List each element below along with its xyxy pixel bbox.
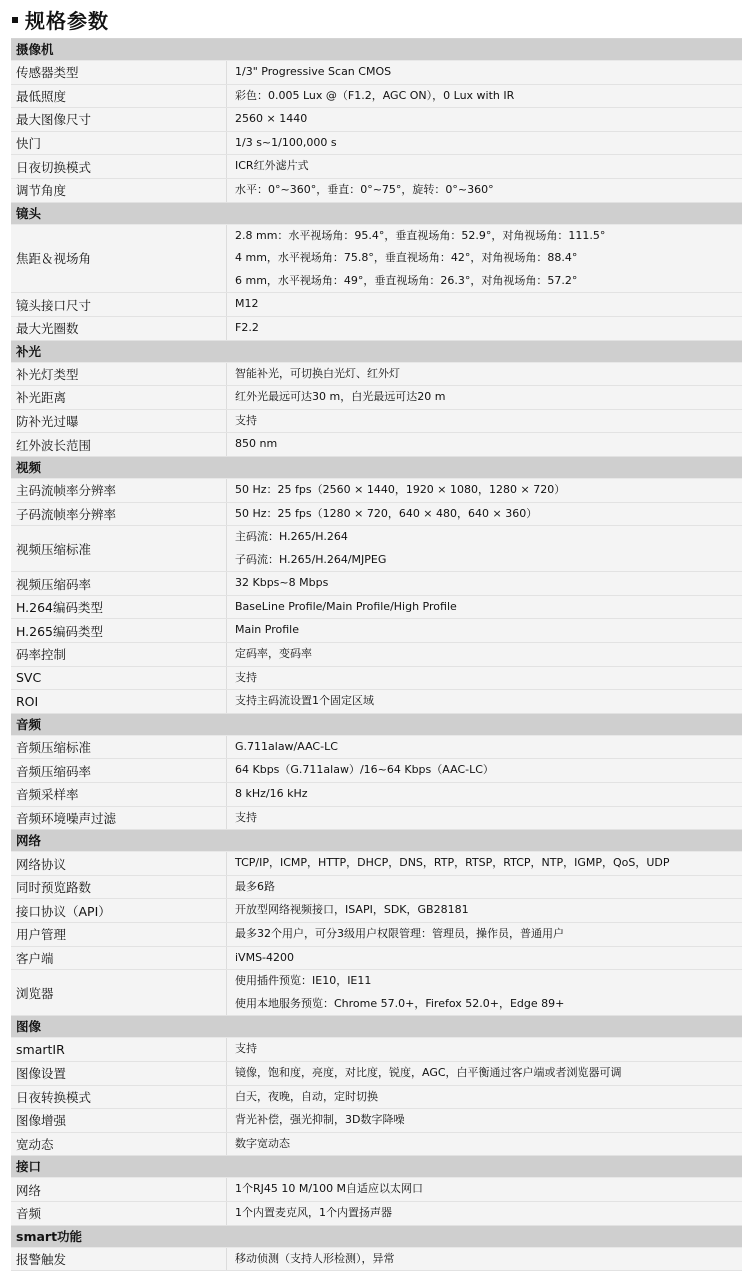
spec-label: 客户端 bbox=[11, 947, 227, 970]
spec-row bbox=[11, 293, 742, 317]
spec-value-line: G.711alaw/AAC-LC bbox=[235, 739, 338, 753]
spec-row bbox=[11, 225, 742, 294]
spec-value bbox=[227, 479, 565, 502]
spec-label: 焦距＆视场角 bbox=[11, 225, 227, 293]
spec-value bbox=[227, 1133, 290, 1156]
spec-label: 音频 bbox=[11, 1202, 227, 1225]
spec-value bbox=[227, 155, 309, 178]
spec-value-line: 50 Hz：25 fps（2560 × 1440，1920 × 1080，1280 × 720） bbox=[235, 482, 566, 496]
spec-value bbox=[227, 596, 457, 619]
spec-row bbox=[11, 1133, 742, 1157]
title-bullet-icon bbox=[12, 17, 18, 23]
spec-value-line: 1/3 s~1/100,000 s bbox=[235, 135, 337, 149]
section-header: 摄像机 bbox=[11, 39, 742, 61]
spec-row bbox=[11, 1062, 742, 1086]
spec-label: 主码流帧率分辨率 bbox=[11, 479, 227, 502]
spec-label: 音频环境噪声过滤 bbox=[11, 807, 227, 830]
page-title bbox=[0, 0, 750, 38]
spec-value-line: 使用本地服务预览：Chrome 57.0+，Firefox 52.0+，Edge 89+ bbox=[235, 996, 565, 1010]
spec-label: 红外波长范围 bbox=[11, 433, 227, 456]
spec-row bbox=[11, 1178, 742, 1202]
spec-value-line: 最多32个用户，可分3级用户权限管理：管理员，操作员，普通用户 bbox=[235, 927, 564, 940]
spec-label: 音频采样率 bbox=[11, 783, 227, 806]
spec-value bbox=[227, 132, 337, 155]
spec-value bbox=[227, 572, 328, 595]
spec-row bbox=[11, 759, 742, 783]
spec-value bbox=[227, 433, 277, 456]
spec-label: 快门 bbox=[11, 132, 227, 155]
spec-value-line: 数字宽动态 bbox=[235, 1136, 290, 1150]
spec-label: 子码流帧率分辨率 bbox=[11, 503, 227, 526]
spec-value bbox=[227, 225, 605, 293]
spec-row bbox=[11, 807, 742, 831]
spec-value-line: 背光补偿，强光抑制，3D数字降噪 bbox=[235, 1113, 405, 1127]
spec-value bbox=[227, 807, 257, 830]
spec-value-line: 开放型网络视频接口，ISAPI，SDK，GB28181 bbox=[235, 903, 469, 917]
spec-row bbox=[11, 667, 742, 691]
spec-value-line: 白天，夜晚，自动，定时切换 bbox=[235, 1089, 378, 1103]
spec-value-line: 1个RJ45 10 M/100 M自适应以太网口 bbox=[235, 1182, 424, 1196]
spec-label: 码率控制 bbox=[11, 643, 227, 666]
spec-row bbox=[11, 1109, 742, 1133]
spec-value-line: 32 Kbps~8 Mbps bbox=[235, 576, 329, 590]
spec-label: 同时预览路数 bbox=[11, 876, 227, 899]
spec-value bbox=[227, 1248, 395, 1271]
spec-value bbox=[227, 410, 257, 433]
spec-value-line: 50 Hz：25 fps（1280 × 720，640 × 480，640 × 360） bbox=[235, 506, 538, 520]
section-header: smart功能 bbox=[11, 1226, 742, 1248]
spec-row bbox=[11, 155, 742, 179]
spec-label: 最低照度 bbox=[11, 85, 227, 108]
spec-row bbox=[11, 1248, 742, 1271]
spec-value-line: 移动侦测（支持人形检测），异常 bbox=[235, 1251, 395, 1265]
spec-row bbox=[11, 526, 742, 572]
spec-row bbox=[11, 108, 742, 132]
spec-value bbox=[227, 852, 670, 875]
spec-value-line: 镜像，饱和度，亮度，对比度，锐度，AGC，白平衡通过客户端或者浏览器可调 bbox=[235, 1065, 622, 1079]
spec-value-line: Main Profile bbox=[235, 623, 299, 637]
spec-value-line: ICR红外滤片式 bbox=[235, 159, 309, 173]
spec-value-line: 64 Kbps（G.711alaw）/16~64 Kbps（AAC-LC） bbox=[235, 763, 494, 777]
spec-label: 浏览器 bbox=[11, 970, 227, 1015]
spec-value bbox=[227, 293, 259, 316]
spec-row bbox=[11, 410, 742, 434]
spec-value bbox=[227, 386, 445, 409]
spec-label: 报警触发 bbox=[11, 1248, 227, 1271]
spec-row bbox=[11, 899, 742, 923]
spec-value-line: 使用插件预览：IE10，IE11 bbox=[235, 974, 372, 988]
spec-row bbox=[11, 690, 742, 714]
spec-value-line: 水平：0°~360°，垂直：0°~75°，旋转：0°~360° bbox=[235, 182, 494, 196]
spec-value-line: BaseLine Profile/Main Profile/High Profile bbox=[235, 599, 457, 613]
section-header: 音频 bbox=[11, 714, 742, 736]
spec-label: 宽动态 bbox=[11, 1133, 227, 1156]
spec-value bbox=[227, 667, 257, 690]
spec-label: smartIR bbox=[11, 1038, 227, 1061]
spec-row bbox=[11, 85, 742, 109]
spec-label: 镜头接口尺寸 bbox=[11, 293, 227, 316]
spec-value-line: 最多6路 bbox=[235, 879, 275, 893]
section-header: 图像 bbox=[11, 1016, 742, 1038]
spec-value-line: 8 kHz/16 kHz bbox=[235, 787, 308, 801]
spec-value-line: 支持主码流设置1个固定区域 bbox=[235, 694, 374, 708]
spec-row bbox=[11, 852, 742, 876]
spec-label: 网络协议 bbox=[11, 852, 227, 875]
spec-value-line: 4 mm，水平视场角：75.8°，垂直视场角：42°，对角视场角：88.4° bbox=[235, 251, 578, 265]
spec-row bbox=[11, 179, 742, 203]
spec-row bbox=[11, 876, 742, 900]
spec-value-line: 定码率，变码率 bbox=[235, 647, 312, 661]
spec-value-line: 支持 bbox=[235, 810, 257, 824]
spec-row bbox=[11, 643, 742, 667]
spec-row bbox=[11, 572, 742, 596]
spec-label: 最大光圈数 bbox=[11, 317, 227, 340]
spec-value-line: 智能补光，可切换白光灯、红外灯 bbox=[235, 366, 400, 380]
spec-row bbox=[11, 479, 742, 503]
spec-row bbox=[11, 783, 742, 807]
spec-value-line: 2.8 mm：水平视场角：95.4°，垂直视场角：52.9°，对角视场角：111.5° bbox=[235, 228, 606, 242]
spec-value bbox=[227, 1202, 392, 1225]
spec-value-line: 1个内置麦克风，1个内置扬声器 bbox=[235, 1205, 392, 1219]
spec-row bbox=[11, 619, 742, 643]
spec-label: 网络 bbox=[11, 1178, 227, 1201]
spec-row bbox=[11, 363, 742, 387]
spec-value bbox=[227, 503, 537, 526]
spec-label: 视频压缩标准 bbox=[11, 526, 227, 571]
page-title-text: 规格参数 bbox=[25, 8, 109, 33]
spec-value-line: 2560 × 1440 bbox=[235, 112, 308, 126]
spec-value bbox=[227, 179, 494, 202]
spec-value bbox=[227, 643, 312, 666]
spec-label: 音频压缩标准 bbox=[11, 736, 227, 759]
spec-value bbox=[227, 783, 308, 806]
spec-value bbox=[227, 947, 294, 970]
spec-label: 防补光过曝 bbox=[11, 410, 227, 433]
spec-label: 图像增强 bbox=[11, 1109, 227, 1132]
spec-value bbox=[227, 899, 469, 922]
section-header: 网络 bbox=[11, 830, 742, 852]
spec-value bbox=[227, 923, 564, 946]
spec-label: 传感器类型 bbox=[11, 61, 227, 84]
section-header: 视频 bbox=[11, 457, 742, 479]
spec-value bbox=[227, 317, 259, 340]
spec-value-line: M12 bbox=[235, 297, 259, 311]
spec-value-line: 彩色：0.005 Lux @（F1.2，AGC ON），0 Lux with IR bbox=[235, 88, 515, 102]
spec-value-line: TCP/IP，ICMP，HTTP，DHCP，DNS，RTP，RTSP，RTCP，NTP，IGMP，QoS，UDP bbox=[235, 856, 670, 870]
spec-value bbox=[227, 1086, 378, 1109]
spec-row bbox=[11, 1038, 742, 1062]
spec-value-line: 850 nm bbox=[235, 437, 278, 451]
spec-row bbox=[11, 1086, 742, 1110]
spec-label: 调节角度 bbox=[11, 179, 227, 202]
spec-value-line: 支持 bbox=[235, 413, 257, 427]
spec-row bbox=[11, 61, 742, 85]
spec-value bbox=[227, 85, 514, 108]
spec-label: H.265编码类型 bbox=[11, 619, 227, 642]
spec-label: 音频压缩码率 bbox=[11, 759, 227, 782]
section-header: 补光 bbox=[11, 341, 742, 363]
spec-row bbox=[11, 132, 742, 156]
spec-value-line: F2.2 bbox=[235, 320, 259, 334]
spec-value bbox=[227, 759, 494, 782]
spec-value bbox=[227, 363, 400, 386]
spec-value bbox=[227, 1062, 622, 1085]
spec-value bbox=[227, 876, 275, 899]
spec-value bbox=[227, 1038, 257, 1061]
spec-value-line: 1/3" Progressive Scan CMOS bbox=[235, 65, 392, 78]
spec-label: 日夜切换模式 bbox=[11, 155, 227, 178]
spec-row bbox=[11, 1202, 742, 1226]
spec-label: 图像设置 bbox=[11, 1062, 227, 1085]
spec-row bbox=[11, 433, 742, 457]
spec-value bbox=[227, 61, 391, 84]
spec-value-line: iVMS-4200 bbox=[235, 950, 295, 964]
spec-value bbox=[227, 736, 338, 759]
spec-label: 补光灯类型 bbox=[11, 363, 227, 386]
spec-value-line: 6 mm，水平视场角：49°，垂直视场角：26.3°，对角视场角：57.2° bbox=[235, 273, 578, 287]
spec-label: 用户管理 bbox=[11, 923, 227, 946]
section-header: 接口 bbox=[11, 1156, 742, 1178]
spec-value bbox=[227, 690, 374, 713]
spec-row bbox=[11, 923, 742, 947]
spec-value-line: 支持 bbox=[235, 670, 257, 684]
spec-row bbox=[11, 947, 742, 971]
spec-row bbox=[11, 596, 742, 620]
spec-value-line: 支持 bbox=[235, 1042, 257, 1056]
spec-value bbox=[227, 1109, 404, 1132]
spec-value bbox=[227, 970, 564, 1015]
spec-value-line: 主码流：H.265/H.264 bbox=[235, 530, 348, 544]
section-header: 镜头 bbox=[11, 203, 742, 225]
spec-label: ROI bbox=[11, 690, 227, 713]
spec-value bbox=[227, 619, 299, 642]
spec-row bbox=[11, 970, 742, 1016]
spec-label: 日夜转换模式 bbox=[11, 1086, 227, 1109]
spec-value bbox=[227, 526, 386, 571]
spec-row bbox=[11, 736, 742, 760]
spec-label: 补光距离 bbox=[11, 386, 227, 409]
spec-value bbox=[227, 1178, 423, 1201]
spec-table bbox=[11, 38, 742, 1271]
spec-value-line: 红外光最远可达30 m，白光最远可达20 m bbox=[235, 390, 446, 404]
spec-label: H.264编码类型 bbox=[11, 596, 227, 619]
spec-label: 接口协议（API） bbox=[11, 899, 227, 922]
spec-label: 最大图像尺寸 bbox=[11, 108, 227, 131]
spec-value-line: 子码流：H.265/H.264/MJPEG bbox=[235, 552, 387, 566]
spec-row bbox=[11, 317, 742, 341]
spec-label: 视频压缩码率 bbox=[11, 572, 227, 595]
spec-value bbox=[227, 108, 307, 131]
spec-label: SVC bbox=[11, 667, 227, 690]
spec-row bbox=[11, 386, 742, 410]
spec-row bbox=[11, 503, 742, 527]
